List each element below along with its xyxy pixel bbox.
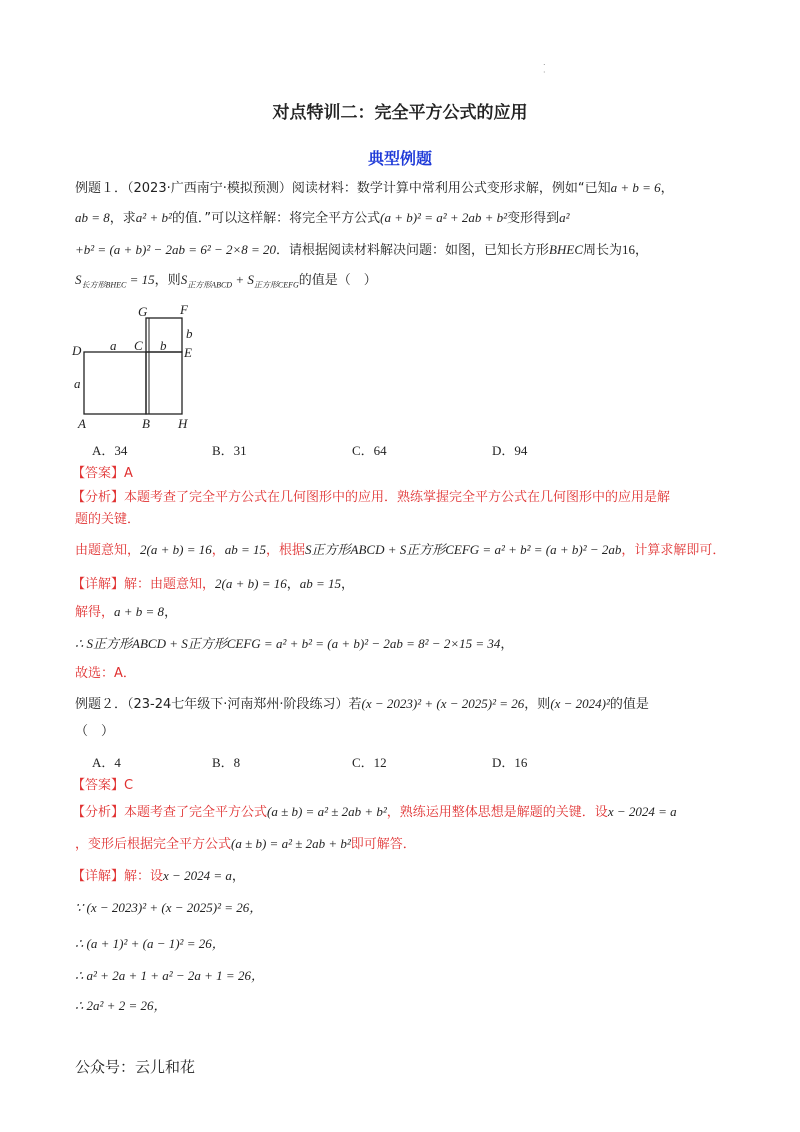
ex1-detail-line1: 【详解】解：由题意知，2(a + b) = 16，ab = 15， [72, 576, 355, 592]
ex2-detail-line1: 【详解】解：设x − 2024 = a， [72, 868, 245, 884]
label-e: E [184, 345, 192, 360]
ex2-option-b[interactable]: B．8 [212, 755, 241, 770]
label-h: H [178, 416, 188, 431]
ex2-option-d[interactable]: D．16 [492, 755, 528, 770]
section-subtitle: 典型例题 [367, 149, 432, 168]
ex1-line3: +b² = (a + b)² − 2ab = 6² − 2×8 = 20．请根据阅读材料解决问题：如图，已知长方形BHEC周长为16， [75, 242, 649, 258]
ex2-analysis-line1: 【分析】本题考查了完全平方公式(a ± b) = a² ± 2ab + b²，熟练运用整体思想是解题的关键．设x − 2024 = a [72, 804, 677, 820]
ex2-step3: ∴ a² + 2a + 1 + a² − 2a + 1 = 26， [75, 968, 264, 983]
label-f: F [180, 302, 188, 317]
label-a-point: A [78, 416, 86, 431]
ex2-line2: （ ） [75, 724, 115, 739]
geometry-figure [66, 300, 206, 435]
ex1-detail-line3: ∴ S正方形ABCD + S正方形CEFG = a² + b² = (a + b)² − 2ab = 8² − 2×15 = 34， [75, 636, 514, 652]
label-b-point: B [142, 416, 150, 431]
label-d: D [72, 343, 82, 358]
ex1-option-d[interactable]: D．94 [492, 443, 528, 458]
ex1-analysis-line1: 【分析】本题考查了完全平方公式在几何图形中的应用．熟练掌握完全平方公式在几何图形中的应用是解 [72, 490, 671, 505]
label-a-side: a [74, 376, 81, 391]
ex1-option-b[interactable]: B．31 [212, 443, 247, 458]
label-c: C [134, 338, 143, 353]
label-b-side: b [186, 326, 193, 341]
ex2-option-a[interactable]: A．4 [92, 755, 121, 770]
label-g: G [138, 304, 148, 319]
ex2-option-c[interactable]: C．12 [352, 755, 387, 770]
page-title: 对点特训二：完全平方公式的应用 [272, 103, 528, 123]
label-a-top: a [110, 338, 117, 353]
ex1-line4: $S_{长方形BHEC} = 15$，则$S_{正方形ABCD} + S_{正方形CEFG}$的值是（ ） [75, 272, 377, 290]
header-marks: . · [543, 58, 546, 77]
ex1-line1: 例题１．（2023·广西南宁·模拟预测）阅读材料：数学计算中常利用公式变形求解，例如“已知a + b = 6， [75, 180, 674, 196]
square-abcd [84, 352, 146, 414]
ex1-answer: 【答案】A [72, 466, 133, 481]
ex2-line1: 例题２．（23-24七年级下·河南郑州·阶段练习）若(x − 2023)² + (x − 2025)² = 26，则(x − 2024)²的值是 [75, 696, 649, 712]
ex1-option-c[interactable]: C．64 [352, 443, 387, 458]
ex1-choice: 故选：A． [75, 666, 136, 681]
ex1-detail-line2: 解得，a + b = 8， [75, 604, 178, 620]
ex2-analysis-line2: ，变形后根据完全平方公式(a ± b) = a² ± 2ab + b²即可解答． [75, 836, 416, 852]
ex2-step2: ∴ (a + 1)² + (a − 1)² = 26， [75, 936, 225, 951]
ex2-step4: ∴ 2a² + 2 = 26， [75, 998, 167, 1013]
label-b-top: b [160, 338, 167, 353]
ex2-answer: 【答案】C [72, 778, 134, 793]
ex1-line2: ab = 8，求a² + b²的值．”可以这样解：将完全平方公式(a + b)² = a² + 2ab + b²变形得到a² [75, 210, 570, 226]
rect-bhec [146, 352, 182, 414]
ex1-analysis-line2: 题的关键． [75, 512, 141, 527]
ex1-option-a[interactable]: A．34 [92, 443, 128, 458]
ex2-step1: ∵ (x − 2023)² + (x − 2025)² = 26， [75, 900, 263, 915]
ex1-analysis-line3: 由题意知，2(a + b) = 16，ab = 15，根据S正方形ABCD + S正方形CEFG = a² + b² = (a + b)² − 2ab，计算求解即可． [75, 542, 726, 558]
footer-account: 公众号：云儿和花 [75, 1058, 196, 1076]
